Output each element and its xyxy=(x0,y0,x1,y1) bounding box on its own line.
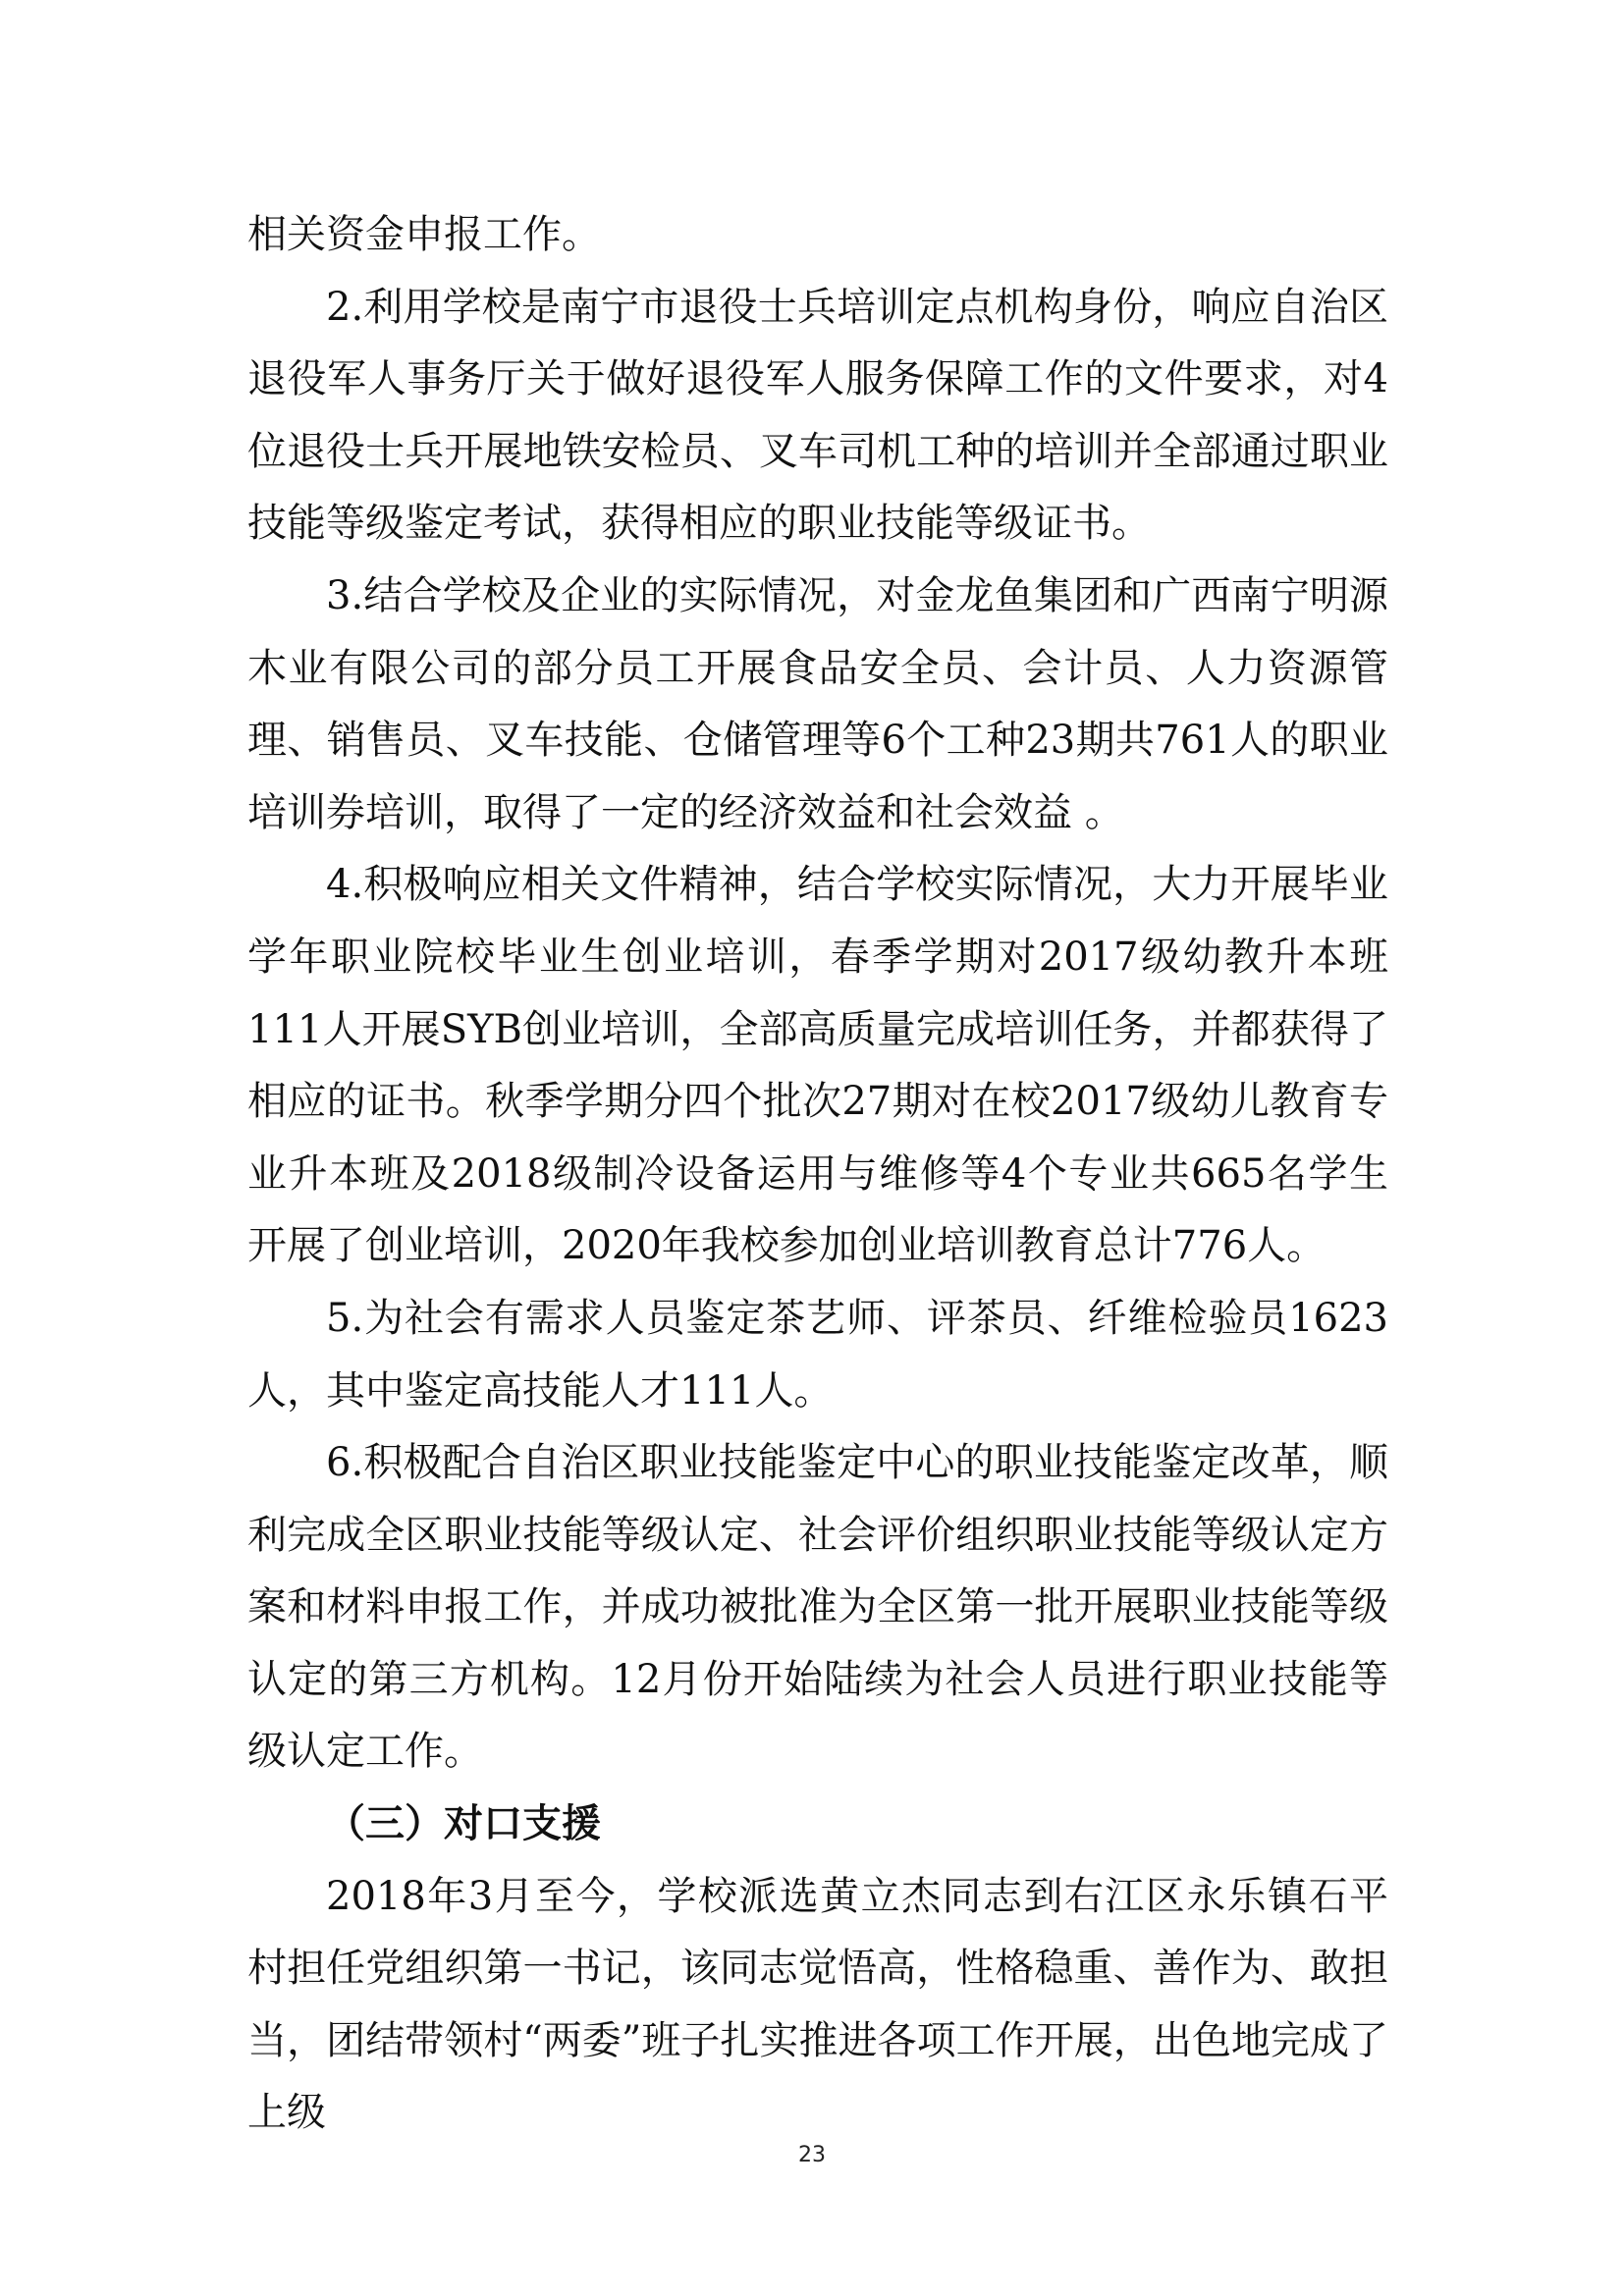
paragraph-item-2: 2.利用学校是南宁市退役士兵培训定点机构身份，响应自治区退役军人事务厅关于做好退役军人服务保障工作的文件要求，对4位退役士兵开展地铁安检员、叉车司机工种的培训并全部通过职业技能等级鉴定考试，获得相应的职业技能等级证书。 xyxy=(247,284,1388,547)
paragraph-support: 2018年3月至今，学校派选黄立杰同志到右江区永乐镇石平村担任党组织第一书记，该同志觉悟高，性格稳重、善作为、敢担当，团结带领村“两委”班子扎实推进各项工作开展，出色地完成了上级 xyxy=(247,1873,1388,2136)
page-body xyxy=(247,199,1388,2150)
section-heading: （三）对口支援 xyxy=(326,1801,601,1847)
page-number: 23 xyxy=(798,2143,826,2167)
paragraph-item-6: 6.积极配合自治区职业技能鉴定中心的职业技能鉴定改革，顺利完成全区职业技能等级认定、社会评价组织职业技能等级认定方案和材料申报工作，并成功被批准为全区第一批开展职业技能等级认定的第三方机构。12月份开始陆续为社会人员进行职业技能等级认定工作。 xyxy=(247,1440,1388,1775)
paragraph-item-5: 5.为社会有需求人员鉴定茶艺师、评茶员、纤维检验员1623人，其中鉴定高技能人才111人。 xyxy=(247,1295,1388,1414)
paragraph-item-3: 3.结合学校及企业的实际情况，对金龙鱼集团和广西南宁明源木业有限公司的部分员工开展食品安全员、会计员、人力资源管理、销售员、叉车技能、仓储管理等6个工种23期共761人的职业培训券培训，取得了一定的经济效益和社会效益 。 xyxy=(247,572,1388,835)
paragraph-continuation: 相关资金申报工作。 xyxy=(247,212,601,257)
paragraph-item-4: 4.积极响应相关文件精神，结合学校实际情况，大力开展毕业学年职业院校毕业生创业培训，春季学期对2017级幼教升本班111人开展SYB创业培训，全部高质量完成培训任务，并都获得了相应的证书。秋季学期分四个批次27期对在校2017级幼儿教育专业升本班及2018级制冷设备运用与维修等4个专业共665名学生开展了创业培训，2020年我校参加创业培训教育总计776人。 xyxy=(247,862,1388,1269)
